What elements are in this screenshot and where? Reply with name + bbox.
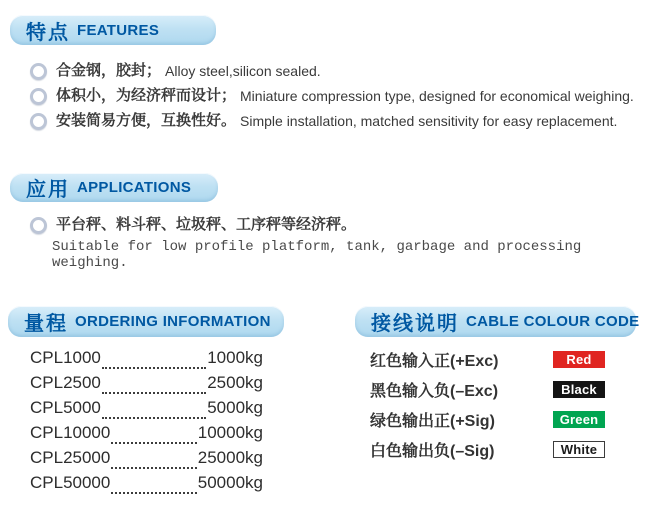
feature-text-zh: 体积小，为经济秤而设计； — [56, 87, 237, 104]
ordering-list — [30, 348, 263, 498]
ring-bullet-icon — [30, 113, 47, 130]
ordering-title-en: ORDERING INFORMATION — [75, 313, 271, 330]
ordering-title-zh: 量程 — [24, 313, 68, 335]
applications-title-zh: 应用 — [26, 179, 70, 201]
capacity-value: 50000kg — [197, 473, 263, 492]
dot-leader — [102, 366, 206, 369]
cable-row — [370, 374, 605, 404]
features-title-zh: 特点 — [26, 21, 70, 44]
dot-leader — [111, 491, 196, 494]
wire-label: 红色输入正(+Exc) — [370, 352, 499, 370]
wire-label: 绿色输出正(+Sig) — [370, 412, 495, 430]
model-code: CPL25000 — [30, 448, 111, 467]
ordering-row — [30, 348, 263, 373]
dot-leader — [111, 441, 196, 444]
model-code: CPL1000 — [30, 348, 101, 367]
application-item — [30, 215, 630, 235]
ordering-row — [30, 423, 263, 448]
ring-bullet-icon — [30, 217, 47, 234]
cable-section-header — [355, 306, 640, 337]
features-section-header — [10, 15, 216, 45]
ordering-row — [30, 398, 263, 423]
ring-bullet-icon — [30, 63, 47, 80]
capacity-value: 1000kg — [207, 348, 263, 367]
applications-section-header — [10, 173, 218, 202]
colour-swatch-red: Red — [553, 351, 605, 368]
model-code: CPL5000 — [30, 398, 101, 417]
feature-item — [30, 61, 630, 81]
application-text-en: Suitable for low profile platform, tank, garbage and processing weighing. — [52, 239, 582, 271]
cable-row — [370, 434, 605, 464]
capacity-value: 10000kg — [197, 423, 263, 442]
dot-leader — [102, 416, 206, 419]
feature-text-zh: 合金钢，胶封； — [56, 62, 162, 79]
model-code: CPL50000 — [30, 473, 111, 492]
colour-swatch-white: White — [553, 441, 605, 458]
ordering-row — [30, 373, 263, 398]
cable-title-en: CABLE COLOUR CODE — [466, 313, 640, 330]
ordering-row — [30, 448, 263, 473]
feature-text-en: Simple installation, matched sensitivity for easy replacement. — [240, 113, 618, 129]
cable-title-zh: 接线说明 — [371, 313, 459, 335]
wire-label: 黑色输入负(–Exc) — [370, 382, 499, 400]
feature-text-en: Miniature compression type, designed for economical weighing. — [240, 88, 634, 104]
ring-bullet-icon — [30, 88, 47, 105]
capacity-value: 2500kg — [207, 373, 263, 392]
cable-row — [370, 344, 605, 374]
application-text-zh: 平台秤、料斗秤、垃圾秤、工序秤等经济秤。 — [56, 216, 357, 233]
capacity-value: 5000kg — [207, 398, 263, 417]
colour-swatch-green: Green — [553, 411, 605, 428]
model-code: CPL2500 — [30, 373, 101, 392]
wire-label: 白色输出负(–Sig) — [370, 442, 495, 460]
cable-row — [370, 404, 605, 434]
feature-text-zh: 安装简易方便，互换性好。 — [56, 112, 237, 129]
dot-leader — [111, 466, 196, 469]
colour-swatch-black: Black — [553, 381, 605, 398]
feature-item — [30, 111, 650, 131]
capacity-value: 25000kg — [197, 448, 263, 467]
ordering-section-header — [8, 306, 284, 337]
applications-title-en: APPLICATIONS — [77, 179, 192, 196]
dot-leader — [102, 391, 206, 394]
model-code: CPL10000 — [30, 423, 111, 442]
features-title-en: FEATURES — [77, 21, 160, 39]
ordering-row — [30, 473, 263, 498]
feature-text-en: Alloy steel,silicon sealed. — [165, 63, 321, 79]
cable-colour-list — [370, 344, 605, 464]
feature-item — [30, 86, 650, 106]
